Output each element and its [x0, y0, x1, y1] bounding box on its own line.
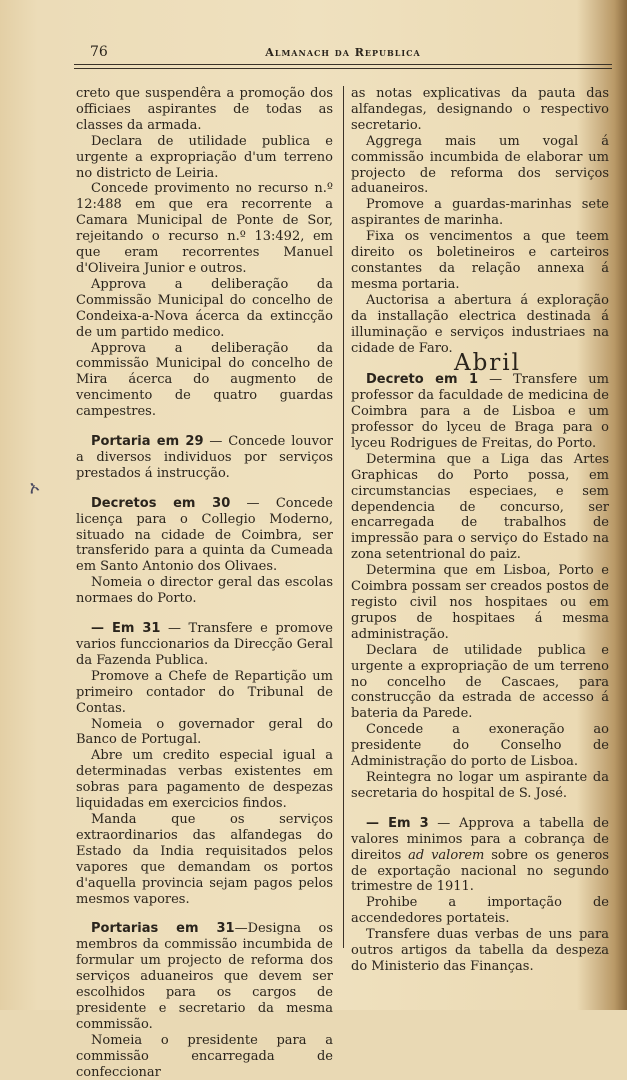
- paragraph: as notas explicativas da pauta das alfandegas, designando o respectivo secretario.: [351, 86, 609, 133]
- running-title: Almanach da Republica: [265, 46, 421, 59]
- entry-em-3: [351, 816, 609, 896]
- paragraph: Transfere duas verbas de uns para outros artigos da tabella da despeza do Ministerio das Finanças.: [351, 927, 609, 974]
- entry-portarias-31: [76, 921, 333, 1032]
- paragraph: Concede provimento no recurso n.º 12:488 em que era recorrente a Camara Municipal de Ponte de Sor, rejeitando o recurso n.º 13:492, em que eram recorrentes Manuel d'Oliveira Junior e outros.: [76, 181, 333, 276]
- entry-text: — Concede licença para o Collegio Moderno, situado na cidade de Coimbra, ser transferido para a quinta da Cumeada em Santo Antonio dos Olivaes.: [76, 495, 333, 575]
- entry-italic: ad valorem: [408, 847, 485, 863]
- entry-text: sobre os generos de exportação nacional no segundo trimestre de 1911.: [351, 847, 609, 895]
- entry-decretos-30: [76, 496, 333, 576]
- paragraph: Reintegra no logar um aspirante da secretaria do hospital de S. José.: [351, 769, 609, 801]
- paragraph: Declara de utilidade publica e urgente a expropriação de um terreno no concelho de Cascaes, para construcção da estrada de accesso á bateria da Parede.: [351, 642, 609, 722]
- paragraph: Determina que em Lisboa, Porto e Coimbra possam ser creados postos de registo civil nos hospitaes ou em grupos de hospitaes á mesma administração.: [351, 563, 609, 642]
- entry-heading: Portaria em 29: [91, 434, 204, 450]
- paragraph: Approva a deliberação da Commissão Municipal do concelho de Condeixa-a-Nova ácerca da extincção de um partido medico.: [76, 276, 333, 340]
- column-divider: [343, 86, 344, 948]
- paragraph: Nomeia o director geral das escolas normaes do Porto.: [76, 575, 333, 607]
- entry-text: — Transfere um professor da faculdade de medicina de Coimbra para a de Lisboa e um professor do lyceu de Braga para o lyceu Rodrigues de Freitas, do Porto.: [351, 372, 609, 451]
- paragraph: Concede a exoneração ao presidente do Conselho de Administração do porto de Lisboa.: [351, 722, 609, 770]
- right-column: [351, 86, 609, 975]
- paragraph: Abre um credito especial igual a determinadas verbas existentes em sobras para pagamento de despezas liquidadas em exercicios findos.: [76, 748, 333, 812]
- paragraph: Approva a deliberação da commissão Municipal do concelho de Mira ácerca do augmento de vencimento de quatro guardas campestres.: [76, 340, 333, 420]
- entry-text: — Transfere e promove varios funccionarios da Direcção Geral da Fazenda Publica.: [76, 621, 333, 668]
- pencil-mark: ኦ: [27, 476, 42, 499]
- entry-heading: — Em 3: [366, 815, 429, 831]
- entry-heading: Decretos em 30: [91, 495, 231, 511]
- entry-heading: Decreto em 1: [366, 372, 479, 388]
- entry-heading: — Em 31: [91, 621, 161, 637]
- paragraph: Promove a Chefe de Repartição um primeiro contador do Tribunal de Contas.: [76, 668, 333, 716]
- paragraph: Determina que a Liga das Artes Graphicas do Porto possa, em circumstancias especiaes, e sem dependencia de concurso, ser encarregada de trabalhos de impressão para o serviço do Estado na zona setentrional do paiz.: [351, 451, 609, 563]
- paragraph: Promove a guardas-marinhas sete aspirantes de marinha.: [351, 197, 609, 229]
- paragraph: Auctorisa a abertura á exploração da installação electrica destinada á illuminação e serviços industriaes na cidade de Faro.: [351, 292, 609, 356]
- month-heading: Abril: [453, 350, 522, 377]
- paragraph: Manda que os serviços extraordinarios das alfandegas do Estado da India requisitados pelos vapores que demandam os portos d'aquella provincia sejam pagos pelos mesmos vapores.: [76, 811, 333, 907]
- entry-portaria-29: [76, 434, 333, 482]
- paragraph: Declara de utilidade publica e urgente a expropriação d'um terreno no districto de Leiria.: [76, 133, 333, 181]
- entry-text: —Designa os membros da commissão incumbida de formular um projecto de reforma dos serviços aduaneiros que devem ser escolhidos para os cargos de presidente e secretario da mesma commissão.: [76, 921, 333, 1032]
- entry-heading: Portarias em 31: [91, 921, 235, 937]
- entry-decreto-1: [351, 372, 609, 452]
- entry-em-31: [76, 621, 333, 669]
- paragraph: Fixa os vencimentos a que teem direito os boletineiros e carteiros constantes da relação annexa á mesma portaria.: [351, 229, 609, 292]
- page-number: 76: [90, 44, 108, 60]
- paragraph: Aggrega mais um vogal á commissão incumbida de elaborar um projecto de reforma dos serviços aduaneiros.: [351, 133, 609, 197]
- left-column: [76, 86, 333, 1080]
- entry-text: — Approva a tabella de valores minimos para a cobrança de direitos: [351, 815, 609, 863]
- paragraph: Nomeia o governador geral do Banco de Portugal.: [76, 716, 333, 748]
- header-rule: [74, 64, 612, 69]
- page-header: [74, 42, 612, 62]
- entry-text: — Concede louvor a diversos individuos por serviços prestados á instrucção.: [76, 434, 333, 481]
- paragraph: Prohibe a importação de accendedores portateis.: [351, 895, 609, 927]
- paragraph: Nomeia o presidente para a commissão encarregada de confeccionar: [76, 1032, 333, 1080]
- paragraph: creto que suspendêra a promoção dos officiaes aspirantes de todas as classes da armada.: [76, 86, 333, 133]
